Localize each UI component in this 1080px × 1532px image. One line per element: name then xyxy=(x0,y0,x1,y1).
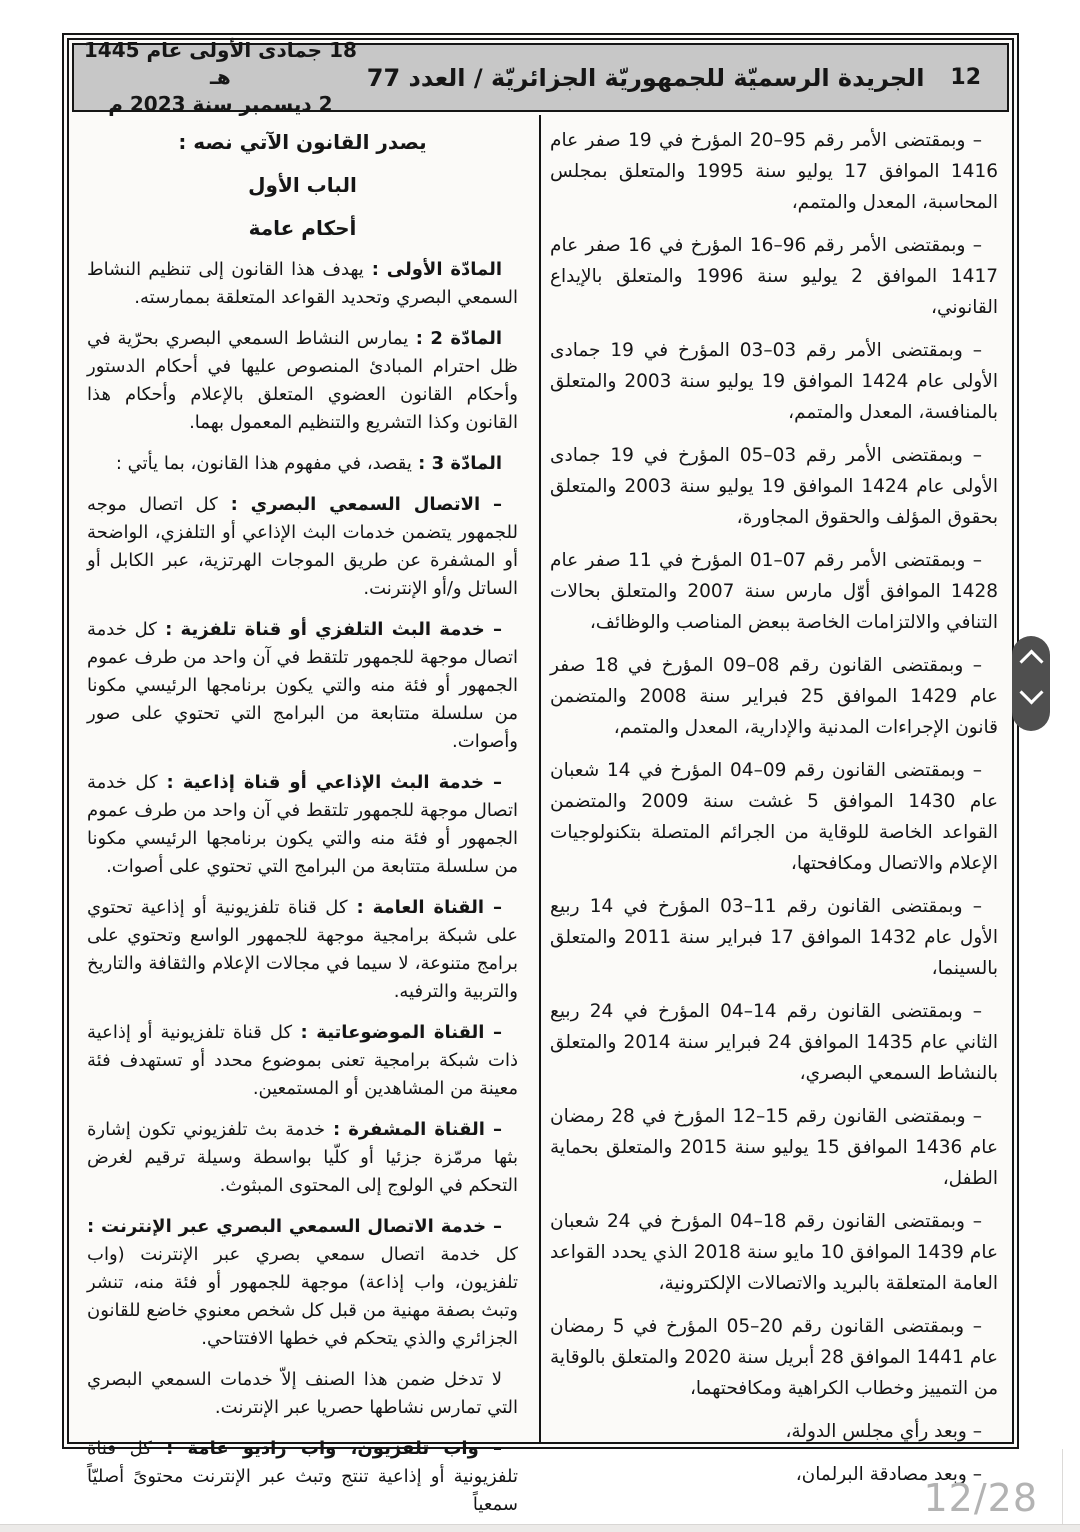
paragraph-text: يهدف هذا القانون إلى تنظيم النشاط السمعي البصري وتحديد القواعد المتعلقة بممارسته. xyxy=(87,259,518,308)
legal-reference: – وبمقتضى الأمر رقم 07–01 المؤرخ في 11 صفر عام 1428 الموافق أوّل مارس سنة 2007 والمتعلق بحالات التنافي والالتزامات الخاصة ببعض المناصب والوظائف، xyxy=(550,550,998,633)
term-label: – القناة المشفرة : xyxy=(324,1119,502,1140)
date-hijri: 18 جمادى الأولى عام 1445 هـ xyxy=(83,38,357,89)
article-paragraph xyxy=(87,325,518,437)
term-label: – خدمة الاتصال السمعي البصري عبر الإنترنت : xyxy=(87,1216,502,1237)
paragraph-text: يقصد، في مفهوم هذا القانون، بما يأتي : xyxy=(115,453,412,474)
legal-reference: – وبمقتضى القانون رقم 15–12 المؤرخ في 28 رمضان عام 1436 الموافق 15 يوليو سنة 2015 والمتعلق بحماية الطفل، xyxy=(550,1106,998,1189)
section-heading: الباب الأول xyxy=(248,173,357,197)
chevron-down-icon scroll-down-button[interactable] xyxy=(1019,680,1043,704)
issue-dates xyxy=(74,37,367,118)
paragraph-text: كل خدمة اتصال موجهة للجمهور تلتقط في آن واحد من طرف عموم الجمهور أو فئة منه والتي يكون برنامجها الرئيسي مكونا من سلسلة متتابعة من البرامج التي تحتوي على أصوات. xyxy=(87,772,518,877)
scroll-widget[interactable] xyxy=(1012,636,1050,731)
term-label: – القناة العامة : xyxy=(347,897,502,918)
legal-reference: – وبمقتضى القانون رقم 09–04 المؤرخ في 14 شعبان عام 1430 الموافق 5 غشت سنة 2009 والمتضمن القواعد الخاصة للوقاية من الجرائم المتصلة بتكنولوجيات الإعلام والاتصال ومكافحتها، xyxy=(550,760,998,874)
page-indicator: 12/28 xyxy=(923,1476,1038,1520)
term-label: المادّة 2 : xyxy=(408,328,502,349)
definition-paragraph xyxy=(87,1116,518,1200)
legal-reference: – وبمقتضى القانون رقم 08–09 المؤرخ في 18 صفر عام 1429 الموافق 25 فبراير سنة 2008 والمتضمن قانون الإجراءات المدنية والإدارية، المعدل والمتمم، xyxy=(550,655,999,738)
definition-paragraph xyxy=(87,1366,518,1422)
term-label: – القناة الموضوعاتية : xyxy=(292,1022,502,1043)
date-gregorian: 2 ديسمبر سنة 2023 م xyxy=(108,92,333,116)
definition-paragraph xyxy=(87,491,518,603)
definition-paragraph xyxy=(87,1435,518,1519)
paragraph-text: خدمة بث تلفزيوني تكون إشارة بثها مرمّزة جزئيا أو كلّيا بواسطة وسيلة ترقيم لغرض التحكم في الولوج إلى المحتوى المبثوث. xyxy=(87,1119,518,1196)
viewer-bottom-bar xyxy=(0,1524,1080,1532)
term-label: المادّة الأولى : xyxy=(363,259,502,280)
legal-reference: – وبمقتضى الأمر رقم 96–16 المؤرخ في 16 صفر عام 1417 الموافق 2 يوليو سنة 1996 والمتعلق بالإيداع القانوني، xyxy=(550,235,998,318)
definition-paragraph xyxy=(87,1213,518,1353)
paragraph-text: كل خدمة اتصال موجهة للجمهور تلتقط في آن واحد من طرف عموم الجمهور أو فئة منه والتي يكون برنامجها الرئيسي مكونا من سلسلة متتابعة من البرامج التي تحتوي على صور وأصوات. xyxy=(87,619,518,752)
definition-paragraph xyxy=(87,616,518,756)
page-number: 12 xyxy=(950,65,982,90)
paragraph-text: يمارس النشاط السمعي البصري بحرّية في ظل احترام المبادئ المنصوص عليها في أحكام الدستور وأحكام القانون العضوي المتعلق بالإعلام وأحكام هذا القانون وكذا التشريع والتنظيم المعمول بهما. xyxy=(87,328,518,433)
definition-paragraph xyxy=(87,769,518,881)
legal-reference: – وبمقتضى القانون رقم 14–04 المؤرخ في 24 ربيع الثاني عام 1435 الموافق 24 فبراير سنة 2014 والمتعلق بالنشاط السمعي البصري، xyxy=(550,1001,998,1084)
paragraph-text: كل اتصال موجه للجمهور يتضمن خدمات البث الإذاعي أو التلفزي، الواضحة أو المشفرة عن طريق الموجات الهرتزية، عبر الكابل أو الساتل و/أو الإنترنت. xyxy=(87,494,518,599)
column-divider xyxy=(539,115,541,1442)
left-column-law-text xyxy=(69,115,539,1515)
definition-paragraph xyxy=(87,894,518,1006)
legal-reference: – وبعد رأي مجلس الدولة، xyxy=(785,1421,982,1442)
legal-reference: – وبمقتضى القانون رقم 11–03 المؤرخ في 14 ربيع الأول عام 1432 الموافق 17 فبراير سنة 2011 والمتعلق بالسينما، xyxy=(550,896,998,979)
paragraph-text: كل قناة تلفزيونية أو إذاعية تحتوي على شبكة برامجية موجهة للجمهور الواسع وتحتوي على برامج متنوعة، لا سيما في مجالات الإعلام والثقافة والتاريخ والتربية والترفيه. xyxy=(87,897,518,1002)
definition-paragraph xyxy=(87,1019,518,1103)
article-paragraph xyxy=(87,256,518,312)
section-heading: يصدر القانون الآتي نصه : xyxy=(178,130,427,154)
legal-reference: – وبعد مصادقة البرلمان، xyxy=(795,1464,982,1485)
viewer-scrollbar-track[interactable] xyxy=(1062,1449,1063,1531)
gazette-masthead xyxy=(72,38,1009,116)
paragraph-text: كل قناة تلفزيونية أو إذاعية تنتج وتبث عبر الإنترنت محتوىً أصليّاً سمعياً xyxy=(87,1438,518,1515)
legal-reference: – وبمقتضى الأمر رقم 03–03 المؤرخ في 19 جمادى الأولى عام 1424 الموافق 19 يوليو سنة 2003 والمتعلق بالمنافسة، المعدل والمتمم، xyxy=(550,340,998,423)
legal-reference: – وبمقتضى الأمر رقم 95–20 المؤرخ في 19 صفر عام 1416 الموافق 17 يوليو سنة 1995 والمتعلق بمجلس المحاسبة، المعدل والمتمم، xyxy=(550,130,998,213)
gazette-title: الجريدة الرسميّة للجمهوريّة الجزائريّة / العدد 77 xyxy=(366,63,925,92)
paragraph-text: كل خدمة اتصال سمعي بصري عبر الإنترنت (واب تلفزيون، واب إذاعة) موجهة للجمهور أو فئة منه، تنشر وتبث بصفة مهنية من قبل كل شخص معنوي خاضع للقانون الجزائري والذي يتحكم في خطها الافتتاحي. xyxy=(87,1244,518,1349)
legal-reference: – وبمقتضى القانون رقم 20–05 المؤرخ في 5 رمضان عام 1441 الموافق 28 أبريل سنة 2020 والمتعلق بالوقاية من التمييز وخطاب الكراهية ومكافحتهما، xyxy=(550,1316,998,1399)
paragraph-text: لا تدخل ضمن هذا الصنف إلاّ خدمات السمعي البصري التي تمارس نشاطها حصريا عبر الإنترنت. xyxy=(87,1369,518,1418)
article-paragraph xyxy=(87,450,518,478)
term-label: – خدمة البث الإذاعي أو قناة إذاعية : xyxy=(157,772,502,793)
term-label: – خدمة البث التلفزي أو قناة تلفزية : xyxy=(156,619,502,640)
legal-reference: – وبمقتضى القانون رقم 18–04 المؤرخ في 24 شعبان عام 1439 الموافق 10 مايو سنة 2018 الذي يحدد القواعد العامة المتعلقة بالبريد والاتصالات الإلكترونية، xyxy=(550,1211,999,1294)
section-heading: أحكام عامة xyxy=(248,216,357,240)
term-label: المادّة 3 : xyxy=(411,453,502,474)
chevron-up-icon scroll-up-button[interactable] xyxy=(1019,649,1043,673)
term-label: – الاتصال السمعي البصري : xyxy=(217,494,502,515)
legal-reference: – وبمقتضى الأمر رقم 03–05 المؤرخ في 19 جمادى الأولى عام 1424 الموافق 19 يوليو سنة 2003 والمتعلق بحقوق المؤلف والحقوق المجاورة، xyxy=(550,445,998,528)
term-label: – واب تلفزيون، واب راديو عامة : xyxy=(151,1438,503,1459)
paragraph-text: كل قناة تلفزيونية أو إذاعية ذات شبكة برامجية تعنى بموضوع محدد أو تستهدف فئة معينة من المشاهدين أو المستمعين. xyxy=(87,1022,518,1099)
right-column-legal-references xyxy=(542,115,1012,1485)
